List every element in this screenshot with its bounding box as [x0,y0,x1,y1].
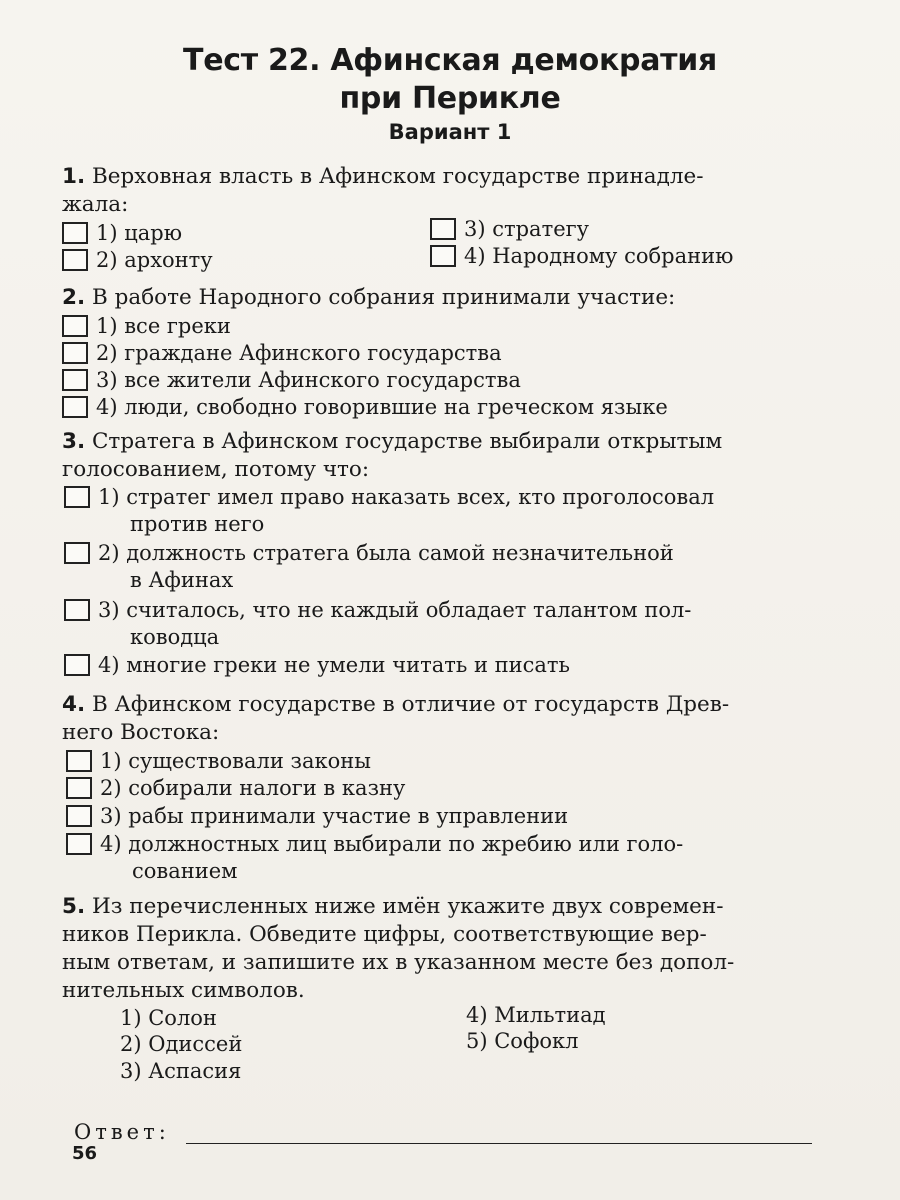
checkbox[interactable] [430,245,456,267]
checkbox[interactable] [430,218,456,240]
checkbox[interactable] [64,654,90,676]
q5-choice-5[interactable]: 5) Софокл [466,1029,579,1053]
page-number: 56 [72,1143,98,1164]
question-4 [62,691,812,747]
variant-heading: Вариант 1 [388,120,512,144]
q3-option-3[interactable]: 3) считалось, что не каждый обладает талантом пол- ководца [64,597,691,651]
checkbox[interactable] [62,369,88,391]
q5-choice-1[interactable]: 1) Солон [120,1006,217,1030]
q4-option-1[interactable]: 1) существовали законы [66,748,371,775]
checkbox[interactable] [66,833,92,855]
q1-option-1[interactable]: 1) царю [62,220,182,247]
checkbox[interactable] [62,342,88,364]
answer-label: Ответ: [74,1120,170,1144]
q5-choice-2[interactable]: 2) Одиссей [120,1032,243,1056]
title-line-2: при Перикле [339,81,561,116]
question-text: голосованием, потому что: [62,457,370,482]
question-5 [62,893,812,1005]
question-text: В Афинском государстве в отличие от государств Древ- [91,692,730,717]
q2-option-3[interactable]: 3) все жители Афинского государства [62,367,521,394]
question-2 [62,284,812,312]
question-number: 2. [62,285,86,310]
q1-option-2[interactable]: 2) архонту [62,247,213,274]
question-number: 5. [62,894,86,919]
question-text: В работе Народного собрания принимали участие: [91,285,676,310]
q4-option-3[interactable]: 3) рабы принимали участие в управлении [66,803,568,830]
q3-option-2[interactable]: 2) должность стратега была самой незначительной в Афинах [64,540,674,594]
q4-option-2[interactable]: 2) собирали налоги в казну [66,775,405,802]
q1-option-4[interactable]: 4) Народному собранию [430,243,733,270]
checkbox[interactable] [64,599,90,621]
checkbox[interactable] [64,486,90,508]
question-text: ников Перикла. Обведите цифры, соответствующие вер- [62,922,707,947]
question-3 [62,428,812,484]
checkbox[interactable] [62,315,88,337]
checkbox[interactable] [66,750,92,772]
checkbox[interactable] [66,805,92,827]
checkbox[interactable] [64,542,90,564]
question-text: Из перечисленных ниже имён укажите двух современ- [91,894,724,919]
q2-option-1[interactable]: 1) все греки [62,313,231,340]
title-line-1: Тест 22. Афинская демократия [183,43,717,78]
q3-option-1[interactable]: 1) стратег имел право наказать всех, кто проголосовал против него [64,484,714,538]
test-title [0,42,900,118]
q4-option-4[interactable]: 4) должностных лиц выбирали по жребию или голо- сованием [66,831,683,885]
answer-field[interactable] [186,1143,812,1144]
question-text: Стратега в Афинском государстве выбирали открытым [91,429,723,454]
question-text: него Востока: [62,720,220,745]
question-text: ным ответам, и запишите их в указанном месте без допол- [62,950,735,975]
question-text: жала: [62,192,129,217]
question-number: 4. [62,692,86,717]
question-1 [62,163,812,219]
q1-option-3[interactable]: 3) стратегу [430,216,589,243]
q5-choice-3[interactable]: 3) Аспасия [120,1059,242,1083]
question-text: Верховная власть в Афинском государстве принадле- [91,164,704,189]
q2-option-4[interactable]: 4) люди, свободно говорившие на греческом языке [62,394,668,421]
question-text: нительных символов. [62,978,305,1003]
checkbox[interactable] [62,249,88,271]
q3-option-4[interactable]: 4) многие греки не умели читать и писать [64,652,570,679]
checkbox[interactable] [62,222,88,244]
q5-choice-4[interactable]: 4) Мильтиад [466,1003,606,1027]
question-number: 1. [62,164,86,189]
question-number: 3. [62,429,86,454]
checkbox[interactable] [62,396,88,418]
checkbox[interactable] [66,777,92,799]
q2-option-2[interactable]: 2) граждане Афинского государства [62,340,502,367]
